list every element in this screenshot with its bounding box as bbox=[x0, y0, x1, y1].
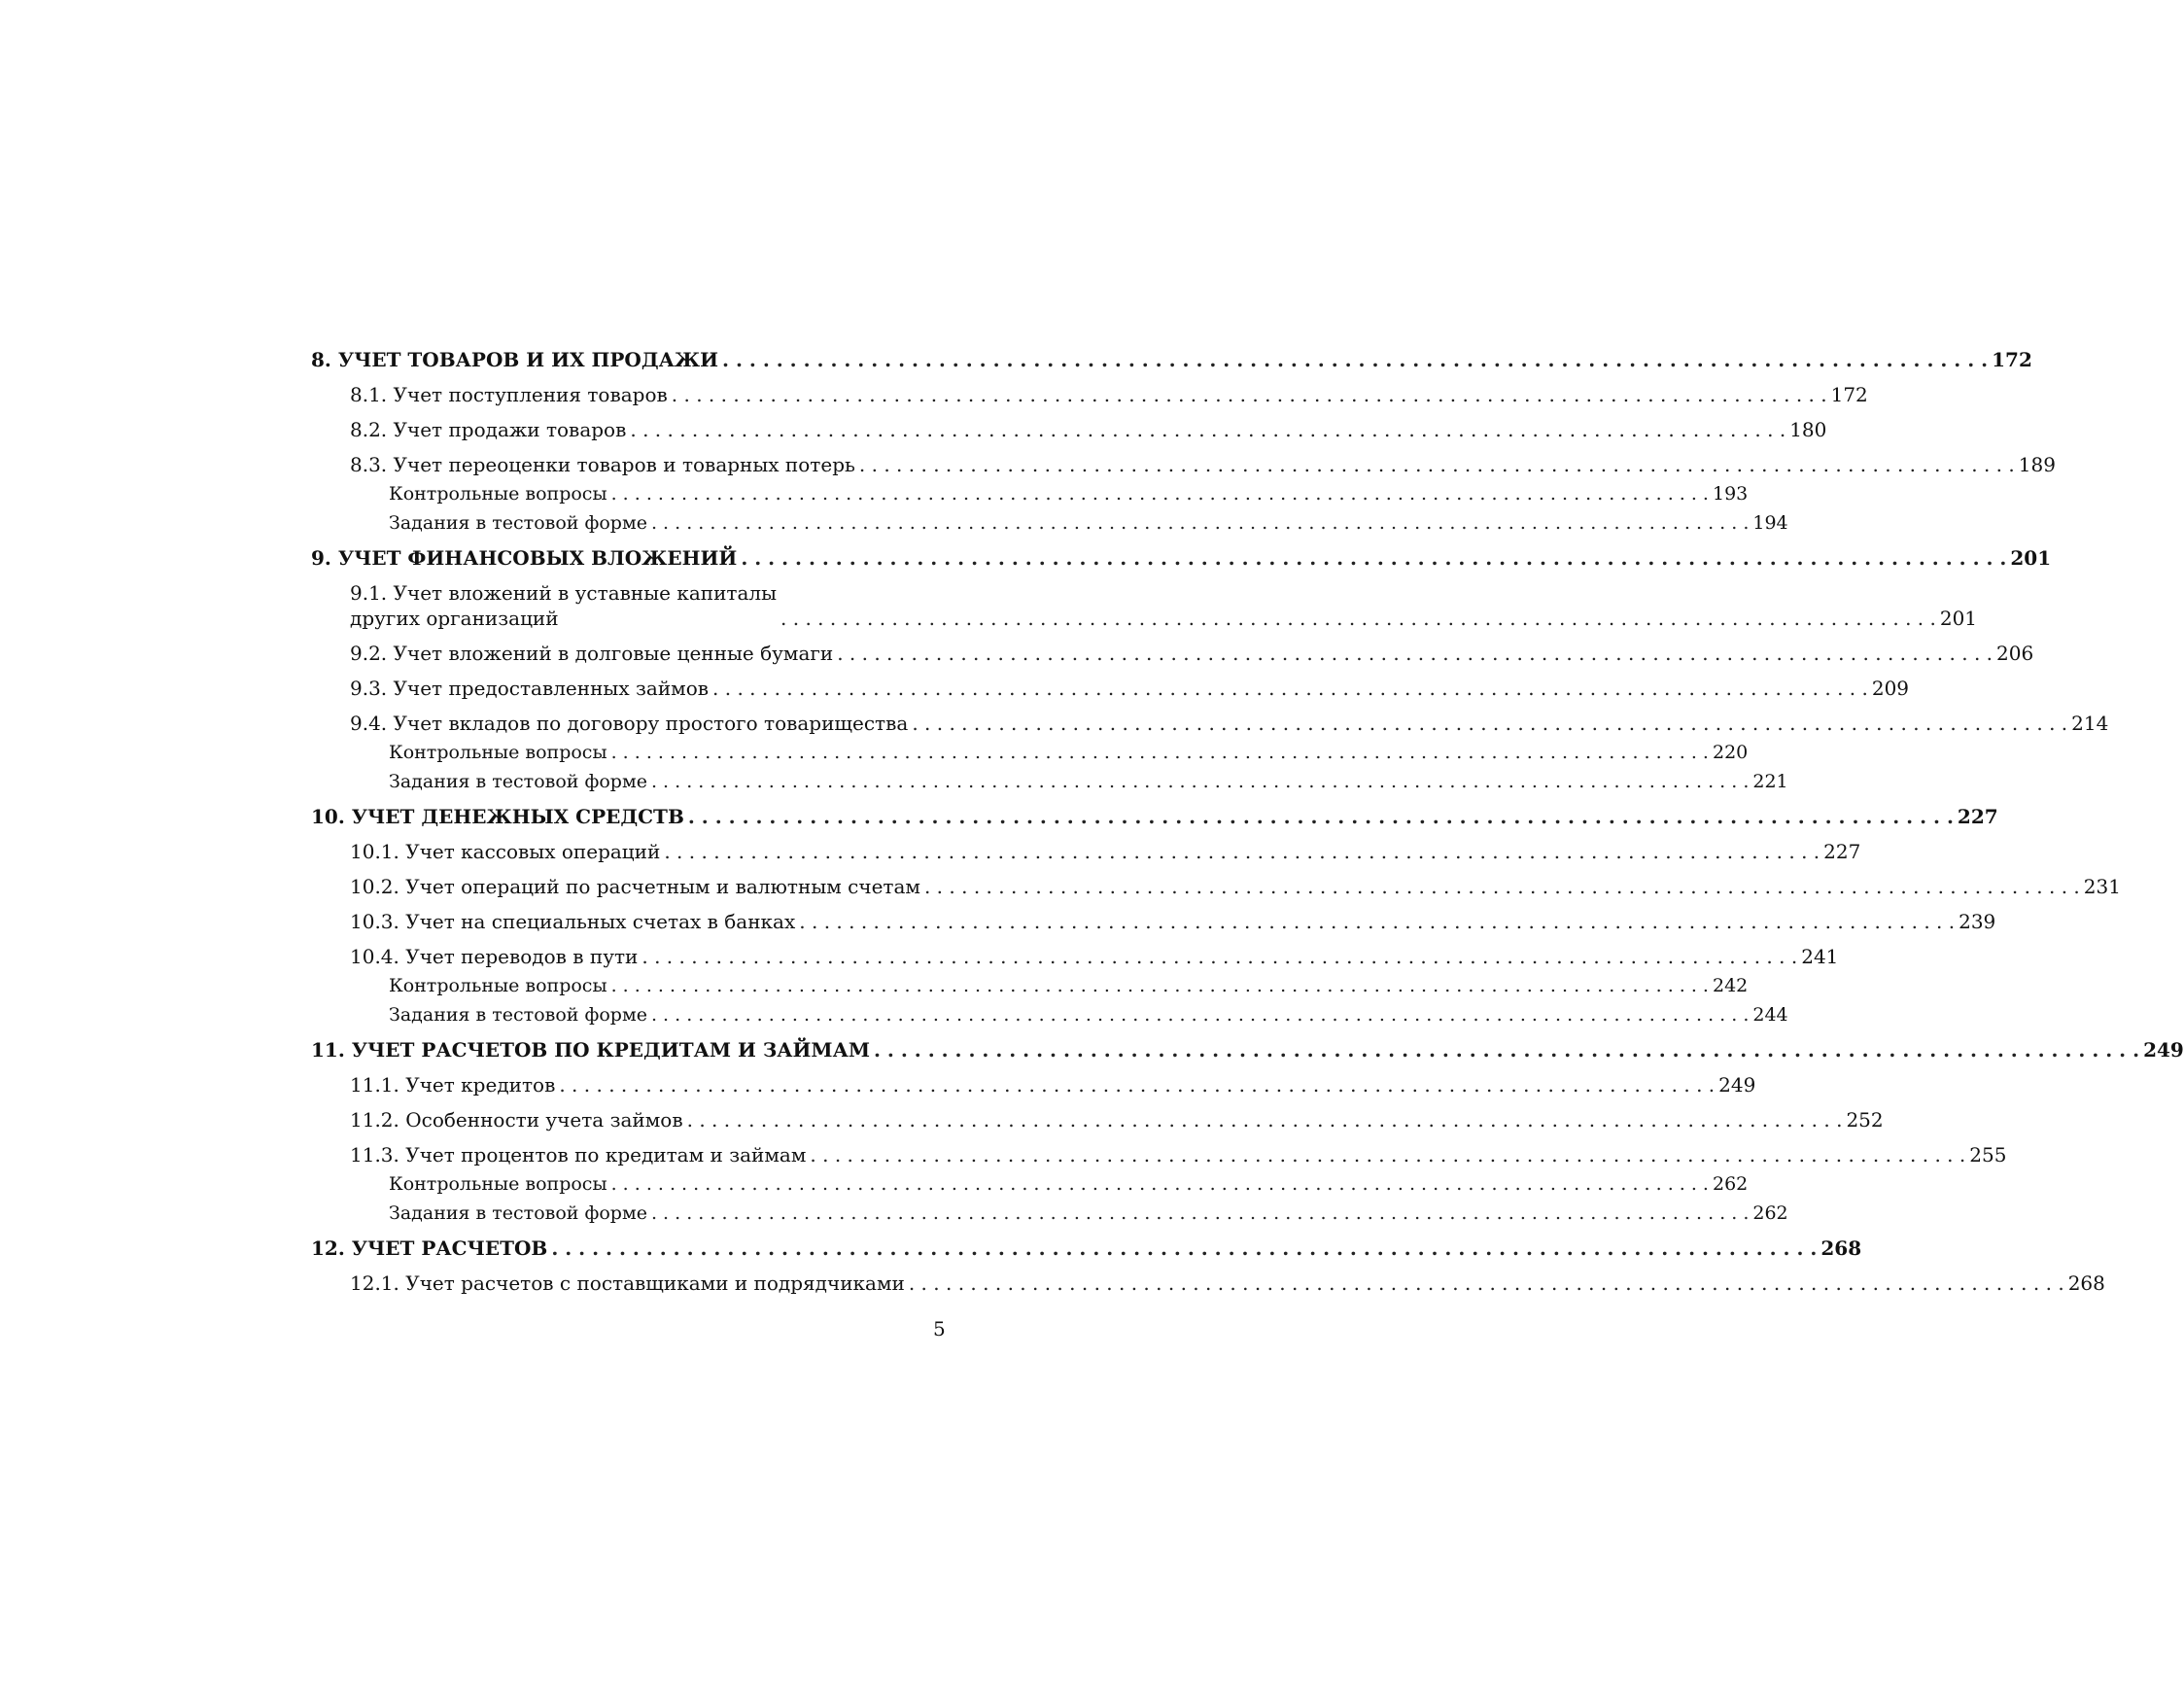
toc-dot-leader bbox=[672, 382, 1827, 407]
toc-chapter bbox=[311, 804, 1998, 829]
toc-label: 10. УЧЕТ ДЕНЕЖНЫХ СРЕДСТВ bbox=[311, 805, 684, 828]
toc-page-number: 172 bbox=[1992, 348, 2032, 371]
toc-page-number: 214 bbox=[2071, 712, 2109, 735]
toc-section bbox=[311, 382, 1868, 407]
toc-label: 9.4. Учет вкладов по договору простого товарищества bbox=[350, 712, 909, 735]
toc-dot-leader bbox=[611, 481, 1709, 506]
toc-chapter bbox=[311, 545, 2052, 571]
toc-dot-leader bbox=[688, 804, 1954, 829]
toc-page-number: 206 bbox=[1996, 642, 2034, 665]
toc-label: 11.1. Учет кредитов bbox=[350, 1073, 556, 1097]
toc-label: 10.2. Учет операций по расчетным и валютным счетам bbox=[350, 875, 920, 898]
toc-page-number: 227 bbox=[1823, 840, 1861, 863]
toc-page-number: 194 bbox=[1752, 512, 1788, 534]
toc-label: 9. УЧЕТ ФИНАНСОВЫХ ВЛОЖЕНИЙ bbox=[311, 546, 738, 570]
toc-page-number: 221 bbox=[1752, 771, 1788, 792]
toc-label: 10.4. Учет переводов в пути bbox=[350, 945, 639, 968]
toc-dot-leader bbox=[551, 1236, 1817, 1261]
toc-dot-leader bbox=[924, 874, 2080, 899]
toc-label: Задания в тестовой форме bbox=[389, 771, 647, 792]
toc-section bbox=[311, 711, 2109, 736]
toc-section bbox=[311, 1142, 2007, 1167]
toc-subitem bbox=[311, 1171, 1749, 1197]
table-of-contents bbox=[311, 347, 2184, 1296]
toc-dot-leader bbox=[651, 769, 1749, 794]
toc-label: Задания в тестовой форме bbox=[389, 1202, 647, 1224]
toc-section bbox=[311, 417, 1827, 442]
toc-dot-leader bbox=[874, 1037, 2139, 1062]
toc-page-number: 172 bbox=[1830, 383, 1868, 406]
toc-subitem bbox=[311, 1002, 1788, 1027]
toc-page-number: 227 bbox=[1957, 805, 1998, 828]
toc-label: 12. УЧЕТ РАСЧЕТОВ bbox=[311, 1236, 548, 1260]
toc-label: 9.3. Учет предоставленных займов bbox=[350, 677, 710, 700]
toc-label: 10.1. Учет кассовых операций bbox=[350, 840, 661, 863]
toc-label: 12.1. Учет расчетов с поставщиками и подрядчиками bbox=[350, 1271, 905, 1295]
toc-dot-leader bbox=[611, 973, 1709, 998]
toc-dot-leader bbox=[837, 641, 1993, 666]
toc-label: Контрольные вопросы bbox=[389, 975, 607, 996]
toc-label: Контрольные вопросы bbox=[389, 742, 607, 763]
toc-label: Задания в тестовой форме bbox=[389, 1004, 647, 1026]
toc-subitem bbox=[311, 1201, 1788, 1226]
toc-label: 8. УЧЕТ ТОВАРОВ И ИХ ПРОДАЖИ bbox=[311, 348, 719, 371]
toc-label: 9.2. Учет вложений в долговые ценные бумаги bbox=[350, 642, 834, 665]
toc-section bbox=[311, 1107, 1884, 1132]
toc-label: 11.2. Особенности учета займов bbox=[350, 1108, 683, 1132]
toc-page-number: 268 bbox=[1820, 1236, 1862, 1260]
toc-label: Контрольные вопросы bbox=[389, 483, 607, 505]
toc-section bbox=[311, 1271, 2105, 1296]
toc-page-number: 239 bbox=[1959, 910, 1996, 933]
toc-dot-leader bbox=[651, 510, 1749, 536]
toc-page-number: 244 bbox=[1752, 1004, 1788, 1026]
toc-page-number: 189 bbox=[2018, 453, 2056, 476]
toc-page-number: 193 bbox=[1712, 483, 1749, 505]
toc-subitem bbox=[311, 973, 1749, 998]
toc-page-number: 220 bbox=[1712, 742, 1749, 763]
toc-dot-leader bbox=[611, 1171, 1709, 1197]
toc-section bbox=[311, 839, 1861, 864]
toc-label bbox=[350, 580, 777, 631]
toc-label: 10.3. Учет на специальных счетах в банках bbox=[350, 910, 796, 933]
toc-section bbox=[311, 1072, 1756, 1097]
toc-dot-leader bbox=[651, 1002, 1749, 1027]
toc-dot-leader bbox=[909, 1271, 2064, 1296]
toc-dot-leader bbox=[859, 452, 2015, 477]
toc-label: 8.2. Учет продажи товаров bbox=[350, 418, 627, 441]
toc-chapter bbox=[311, 1037, 2184, 1062]
toc-dot-leader bbox=[687, 1107, 1843, 1132]
toc-label: 8.1. Учет поступления товаров bbox=[350, 383, 668, 406]
toc-page-number: 268 bbox=[2067, 1271, 2105, 1295]
toc-dot-leader bbox=[630, 417, 1785, 442]
toc-section bbox=[311, 641, 2034, 666]
toc-page-number: 201 bbox=[2010, 546, 2052, 570]
toc-page-number: 231 bbox=[2083, 875, 2121, 898]
toc-page-number: 180 bbox=[1789, 418, 1827, 441]
toc-dot-leader bbox=[712, 676, 1868, 701]
toc-dot-leader bbox=[611, 740, 1709, 765]
page-number: 5 bbox=[933, 1317, 946, 1340]
toc-chapter bbox=[311, 347, 2032, 372]
toc-section bbox=[311, 580, 1978, 631]
toc-dot-leader bbox=[641, 944, 1797, 969]
toc-page-number: 249 bbox=[2143, 1038, 2184, 1062]
toc-label: 11. УЧЕТ РАСЧЕТОВ ПО КРЕДИТАМ И ЗАЙМАМ bbox=[311, 1038, 870, 1062]
toc-page-number: 209 bbox=[1871, 677, 1910, 700]
toc-dot-leader bbox=[722, 347, 1988, 372]
toc-label: Контрольные вопросы bbox=[389, 1173, 607, 1195]
toc-page-number: 262 bbox=[1752, 1202, 1788, 1224]
toc-label: 11.3. Учет процентов по кредитам и займам bbox=[350, 1143, 807, 1166]
toc-label: 8.3. Учет переоценки товаров и товарных потерь bbox=[350, 453, 855, 476]
toc-subitem bbox=[311, 769, 1788, 794]
toc-dot-leader bbox=[810, 1142, 1965, 1167]
toc-section bbox=[311, 944, 1839, 969]
toc-dot-leader bbox=[664, 839, 1820, 864]
toc-subitem bbox=[311, 740, 1749, 765]
toc-subitem bbox=[311, 510, 1788, 536]
toc-section bbox=[311, 452, 2056, 477]
toc-page-number: 201 bbox=[1939, 607, 1978, 630]
toc-page-number: 252 bbox=[1846, 1108, 1884, 1132]
toc-dot-leader bbox=[780, 606, 1936, 631]
toc-page-number: 242 bbox=[1712, 975, 1749, 996]
toc-section bbox=[311, 909, 1996, 934]
toc-dot-leader bbox=[912, 711, 2067, 736]
toc-label: Задания в тестовой форме bbox=[389, 512, 647, 534]
toc-dot-leader bbox=[651, 1201, 1749, 1226]
toc-dot-leader bbox=[559, 1072, 1715, 1097]
toc-page-number: 262 bbox=[1712, 1173, 1749, 1195]
toc-page-number: 249 bbox=[1718, 1073, 1756, 1097]
toc-section bbox=[311, 676, 1910, 701]
toc-section bbox=[311, 874, 2121, 899]
toc-page-number: 241 bbox=[1801, 945, 1839, 968]
toc-chapter bbox=[311, 1236, 1862, 1261]
toc-subitem bbox=[311, 481, 1749, 506]
toc-page-number: 255 bbox=[1969, 1143, 2007, 1166]
toc-dot-leader bbox=[741, 545, 2006, 571]
toc-dot-leader bbox=[799, 909, 1955, 934]
toc-label-line2: других организаций bbox=[350, 607, 559, 630]
toc-label-line1: 9.1. Учет вложений в уставные капиталы bbox=[350, 581, 778, 605]
